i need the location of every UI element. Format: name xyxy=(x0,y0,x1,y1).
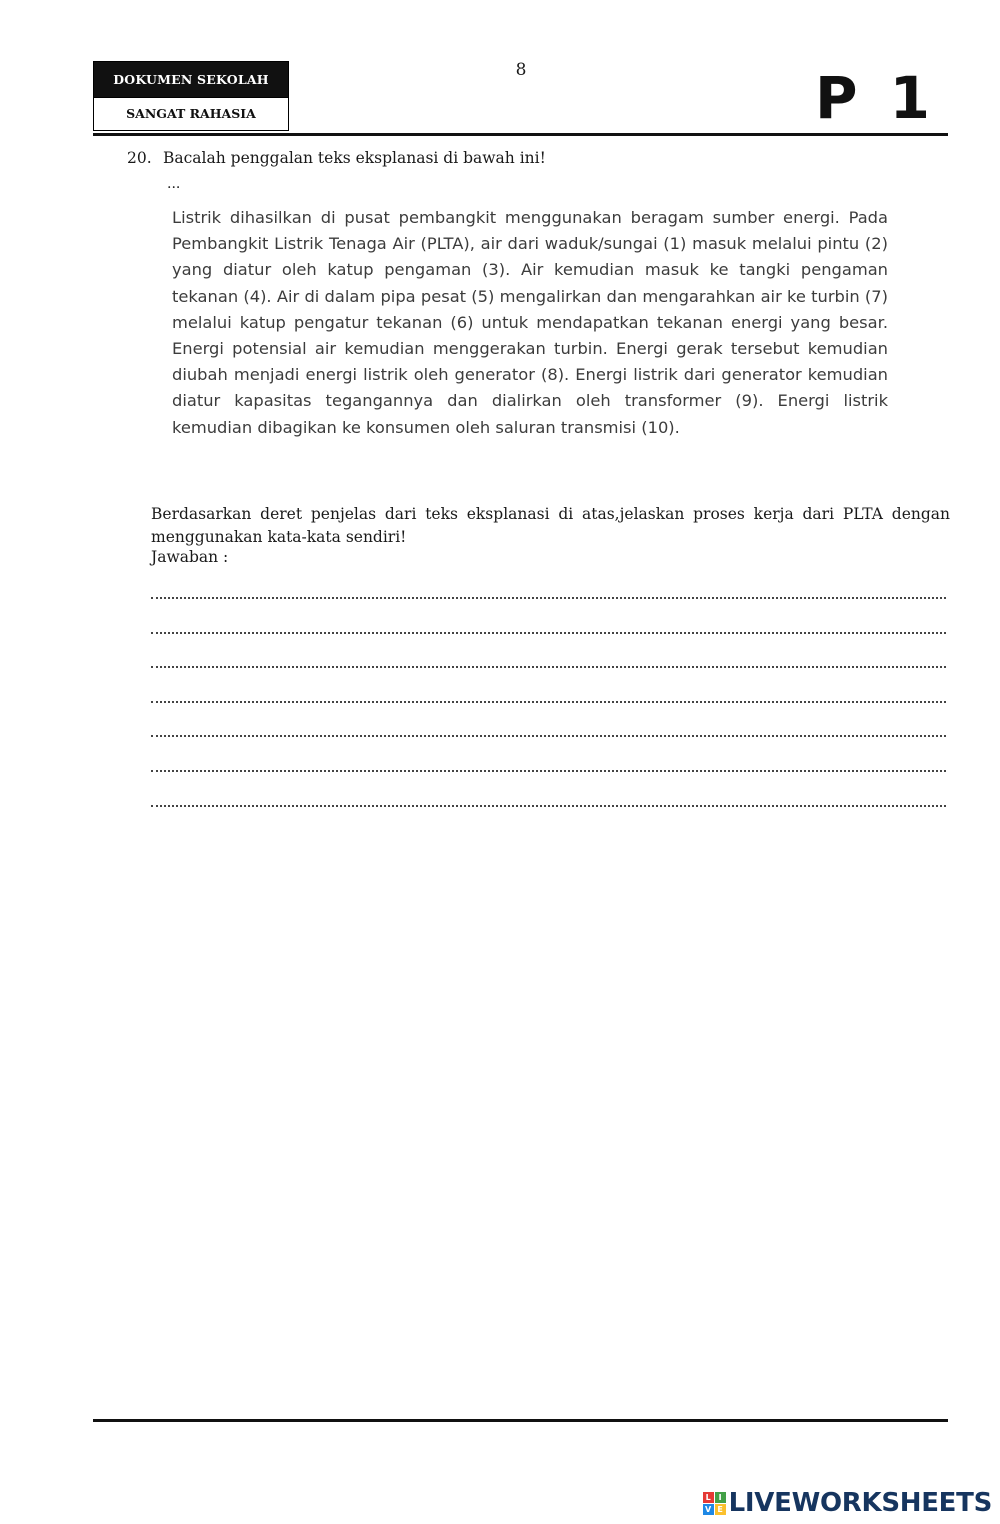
answer-line[interactable] xyxy=(151,584,946,619)
document-label-bottom: SANGAT RAHASIA xyxy=(94,97,288,130)
logo-tile: I xyxy=(715,1492,726,1503)
liveworksheets-watermark xyxy=(703,1488,992,1518)
document-classification-box xyxy=(93,61,289,131)
answer-line[interactable] xyxy=(151,722,946,757)
answer-line[interactable] xyxy=(151,619,946,654)
logo-tile: V xyxy=(703,1504,714,1515)
answer-line[interactable] xyxy=(151,792,946,827)
answer-area[interactable] xyxy=(151,584,946,826)
document-label-top: DOKUMEN SEKOLAH xyxy=(94,62,288,97)
paper-code: P 1 xyxy=(814,64,936,132)
explanation-passage: Listrik dihasilkan di pusat pembangkit menggunakan beragam sumber energi. Pada Pembangkit Listrik Tenaga Air (PLTA), air dari waduk/sungai (1) masuk melalui pintu (2) yang diatur oleh katup pengaman (3). Air kemudian masuk ke tangki pengaman tekanan (4). Air di dalam pipa pesat (5) mengalirkan dan mengarahkan air ke turbin (7) melalui katup pengatur tekanan (6) untuk mendapatkan tekanan energi yang besar. Energi potensial air kemudian menggerakan turbin. Energi gerak tersebut kemudian diubah menjadi energi listrik oleh generator (8). Energi listrik dari generator kemudian diatur kapasitas tegangannya dan dialirkan oleh transformer (9). Energi listrik kemudian dibagikan ke konsumen oleh saluran transmisi (10). xyxy=(172,208,888,437)
question-number: 20. xyxy=(127,149,152,167)
logo-tile: L xyxy=(703,1492,714,1503)
question-heading xyxy=(127,149,546,167)
header-divider xyxy=(93,133,948,136)
question-prompt: Bacalah penggalan teks eksplanasi di bawah ini! xyxy=(163,149,546,167)
page-number: 8 xyxy=(515,60,527,80)
ellipsis: ... xyxy=(167,176,181,192)
answer-label: Jawaban : xyxy=(151,548,229,566)
logo-tile: E xyxy=(715,1504,726,1515)
answer-line[interactable] xyxy=(151,653,946,688)
answer-line[interactable] xyxy=(151,757,946,792)
answer-line[interactable] xyxy=(151,688,946,723)
liveworksheets-logo-icon xyxy=(703,1492,726,1515)
footer-divider xyxy=(93,1419,948,1422)
liveworksheets-wordmark: LIVEWORKSHEETS xyxy=(728,1488,992,1518)
question-instruction: Berdasarkan deret penjelas dari teks eksplanasi di atas,jelaskan proses kerja dari PLTA dengan menggunakan kata-kata sendiri! xyxy=(151,505,950,546)
